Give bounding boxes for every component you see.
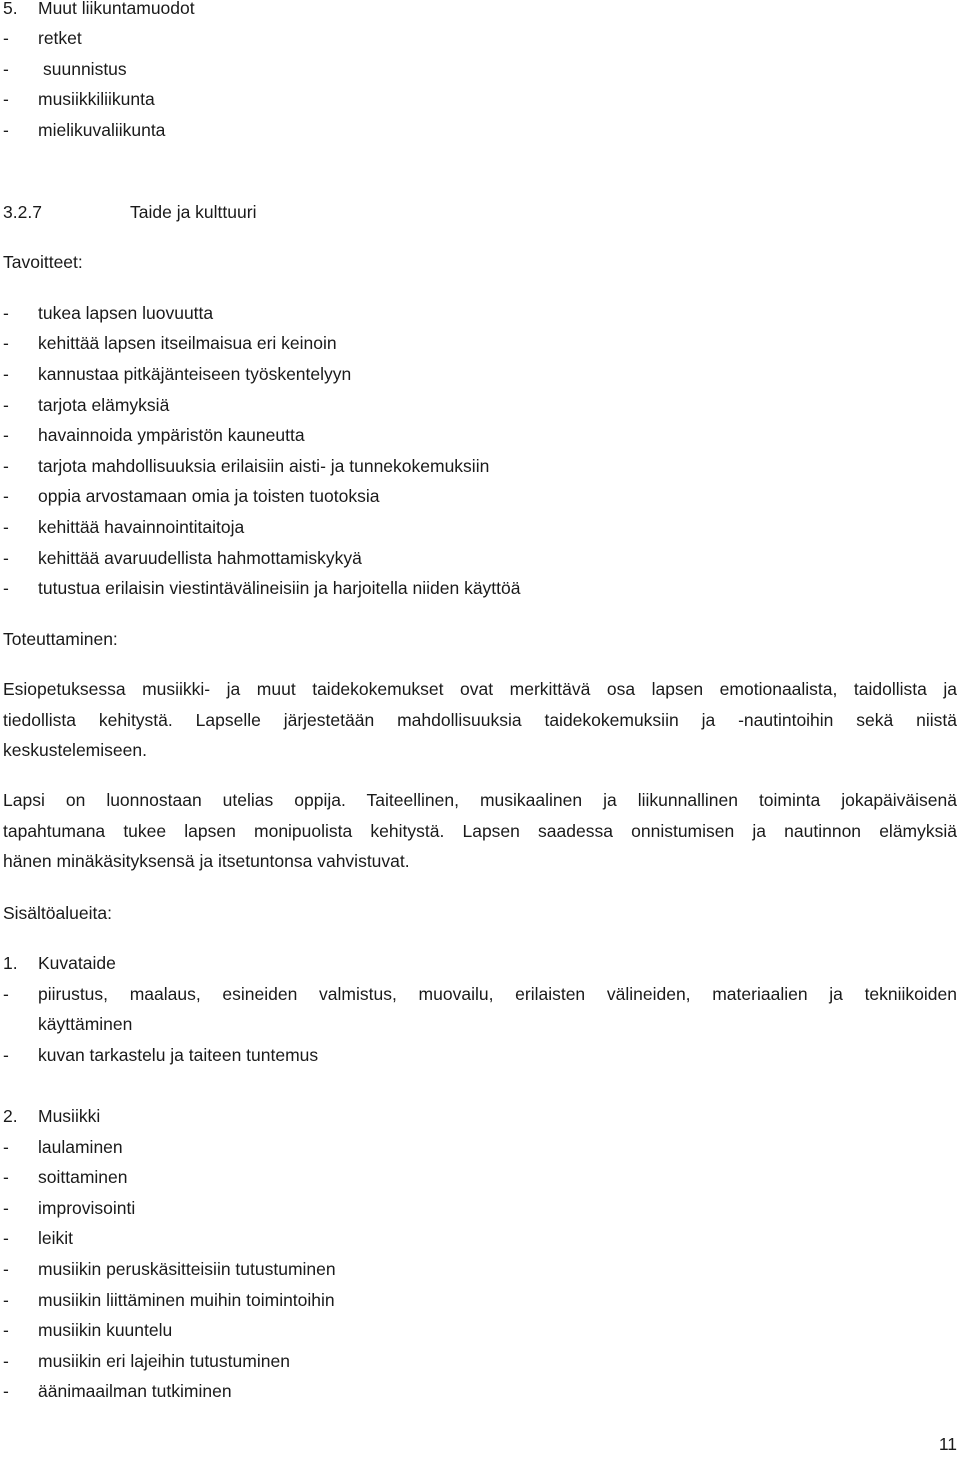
section-title: Muut liikuntamuodot [38,0,195,18]
section-title: Taide ja kulttuuri [130,202,257,222]
bullet: - [3,120,9,140]
bullet: - [3,89,9,109]
goals-label: Tavoitteet: [3,252,83,272]
bullet: - [3,28,9,48]
section-number: 3.2.7 [3,202,42,222]
content-areas-label: Sisältöalueita: [3,903,112,923]
bullet: - [3,59,9,79]
section-number: 5. [3,0,18,18]
page-number: 11 [938,1434,957,1454]
paragraph: Lapsi on luonnostaan utelias oppija. Taiteellinen, musikaalinen ja liikunnallinen toiminta jokapäiväisenä tapahtumana tukee lapsen monipuolista kehitystä. Lapsen saadessa onnistumisen ja nautinnon elämyksiä hänen minäkäsityksensä ja itsetuntonsa vahvistuvat. [3,790,957,872]
implementation-label: Toteuttaminen: [3,629,118,649]
list-item: - piirustus, maalaus, esineiden valmistus, muovailu, erilaisten välineiden, materiaalien ja tekniikoiden [3,984,957,1004]
paragraph: Esiopetuksessa musiikki- ja muut taidekokemukset ovat merkittävä osa lapsen emotionaalista, taidollista ja tiedollista kehitystä. Lapselle järjestetään mahdollisuuksia taidekokemuksiin ja -nautintoihin sekä niistä keskustelemiseen. [3,679,957,761]
